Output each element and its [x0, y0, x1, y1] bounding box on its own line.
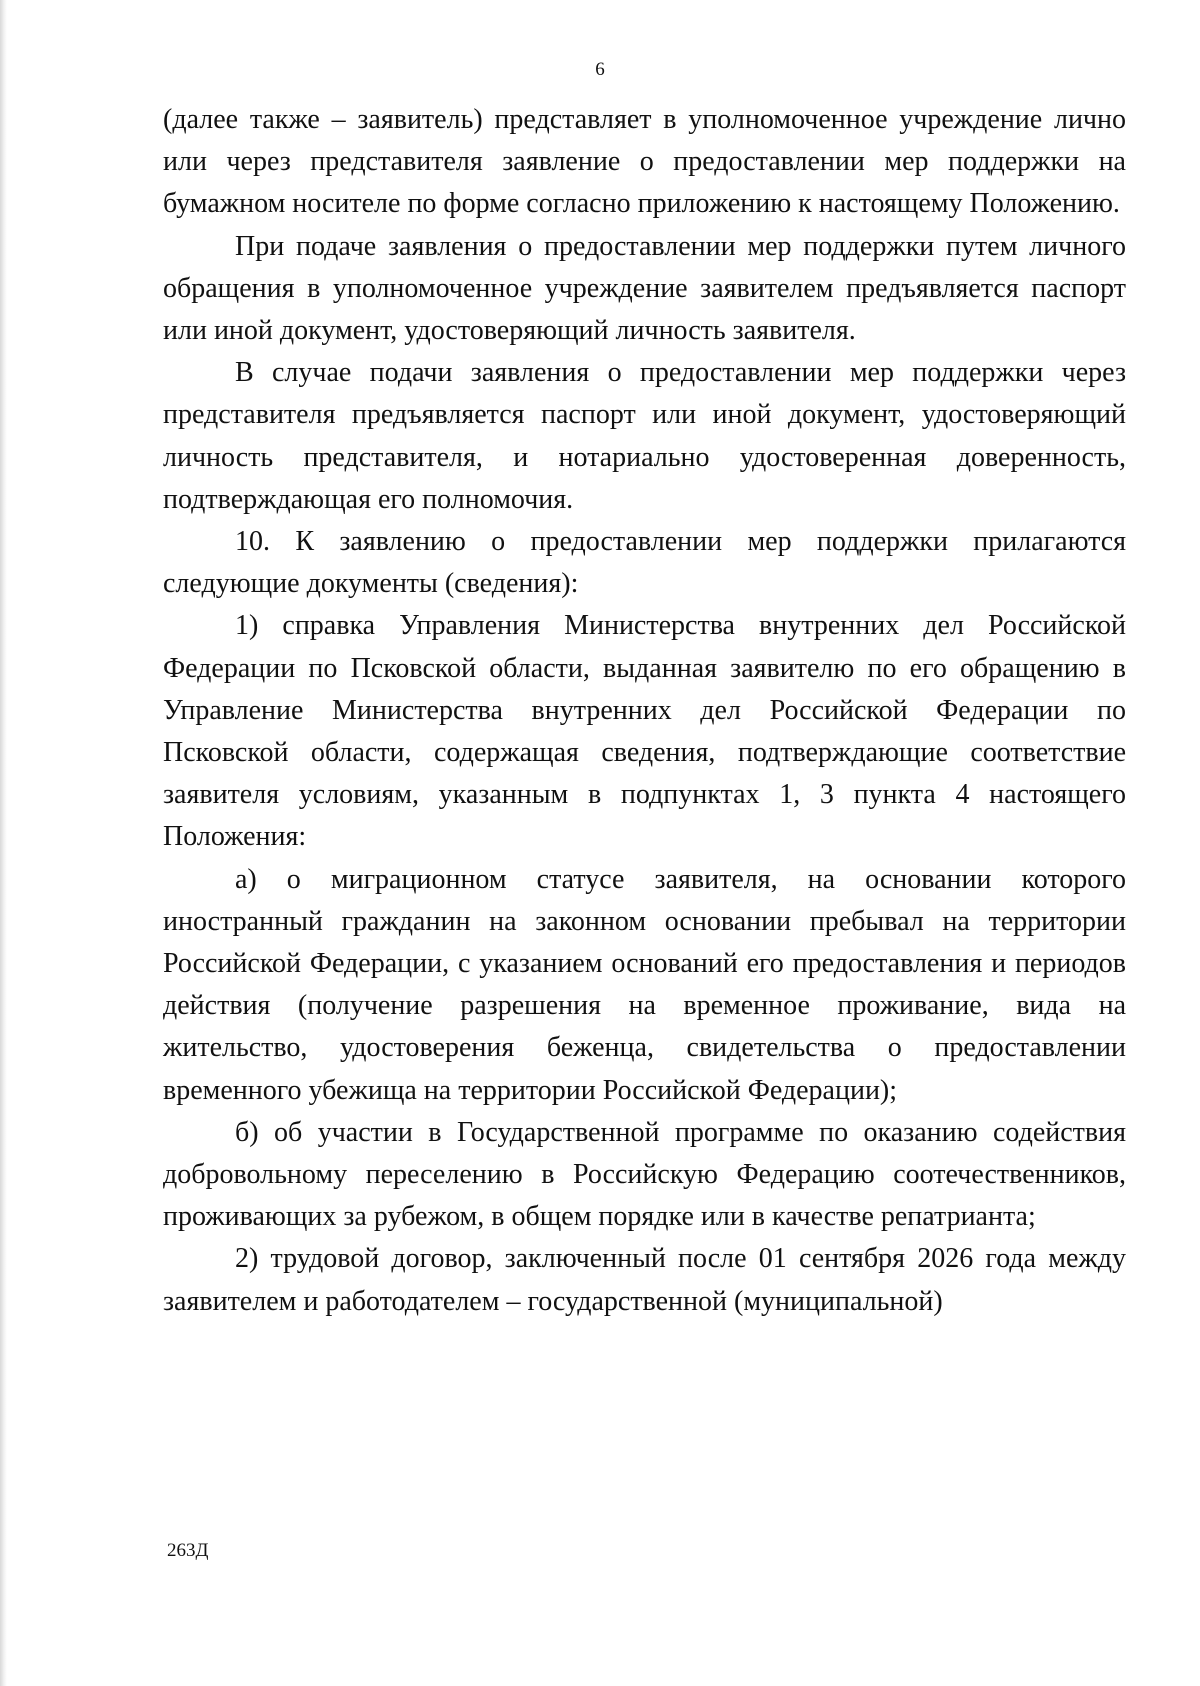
- paragraph-applicant-submission: (далее также – заявитель) представляет в уполномоченное учреждение лично или через представителя заявление о предоставлении мер поддержки на бумажном носителе по форме согласно приложению к настоящему Положению.: [163, 104, 1126, 220]
- paragraph-subitem-2: 2) трудовой договор, заключенный после 01 сентября 2026 года между заявителем и работодателем – государственной (муниципальной): [163, 1243, 1126, 1317]
- document-body: [163, 99, 1126, 1323]
- paragraph-personal-visit: При подаче заявления о предоставлении мер поддержки путем личного обращения в уполномоченное учреждение заявителем предъявляется паспорт или иной документ, удостоверяющий личность заявителя.: [163, 230, 1126, 347]
- paragraph-item-10: 10. К заявлению о предоставлении мер поддержки прилагаются следующие документы (сведения):: [163, 526, 1126, 600]
- footer-document-code: 263Д: [167, 1540, 209, 1561]
- paragraph-subitem-b: б) об участии в Государственной программе по оказанию содействия добровольному переселению в Российскую Федерацию соотечественников, проживающих за рубежом, в общем порядке или в качестве репатрианта;: [163, 1116, 1126, 1233]
- paragraph-representative: В случае подачи заявления о предоставлении мер поддержки через представителя предъявляется паспорт или иной документ, удостоверяющий личность представителя, и нотариально удостоверенная доверенность, подтверждающая его полномочия.: [163, 357, 1126, 515]
- paragraph-subitem-1: 1) справка Управления Министерства внутренних дел Российской Федерации по Псковской области, выданная заявителю по его обращению в Управление Министерства внутренних дел Российской Федерации по Псковской области, содержащая сведения, подтверждающие соответствие заявителя условиям, указанным в подпунктах 1, 3 пункта 4 настоящего Положения:: [163, 610, 1126, 853]
- scan-edge-shadow: [0, 0, 7, 1686]
- paragraph-subitem-a: а) о миграционном статусе заявителя, на основании которого иностранный гражданин на законном основании пребывал на территории Российской Федерации, с указанием оснований его предоставления и периодов действия (получение разрешения на временное проживание, вида на жительство, удостоверения беженца, свидетельства о предоставлении временного убежища на территории Российской Федерации);: [163, 863, 1126, 1106]
- page-number: 6: [595, 59, 605, 80]
